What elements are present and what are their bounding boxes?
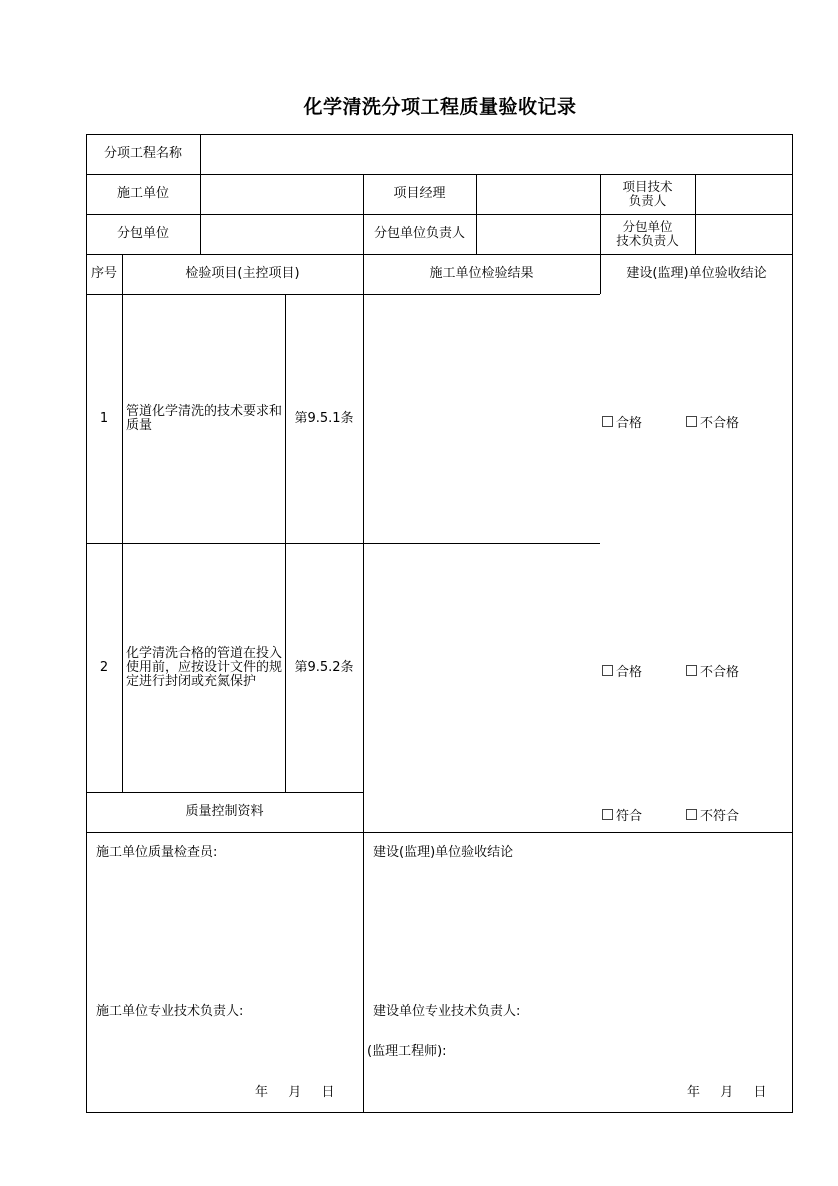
checkbox-icon[interactable] <box>602 416 613 427</box>
supervisor-label: (监理工程师): <box>367 1044 447 1059</box>
option-label: 合格 <box>616 416 643 431</box>
subcontractor-label: 分包单位 <box>116 226 169 241</box>
grid-line <box>86 832 793 833</box>
checkbox-icon[interactable] <box>686 809 697 820</box>
date-right: 年 月 日 <box>687 1085 767 1100</box>
grid-line <box>200 134 201 254</box>
item-pass-option[interactable] <box>602 661 642 680</box>
column-result: 施工单位检验结果 <box>429 266 534 281</box>
constructor-label: 施工单位 <box>116 186 169 201</box>
subcontractor-tech-label-line: 分包单位 <box>622 219 673 234</box>
item-description: 化学清洗合格的管道在投入使用前，应按设计文件的规定进行封闭或充氮保护 <box>126 645 283 689</box>
checkbox-icon[interactable] <box>686 665 697 676</box>
item-clause: 第9.5.1条 <box>294 410 354 426</box>
subcontractor-tech-label <box>600 214 695 254</box>
option-label: 合格 <box>616 665 643 680</box>
project-manager-label: 项目经理 <box>393 186 446 201</box>
grid-line <box>695 174 696 254</box>
tech-lead-label-line: 负责人 <box>628 193 667 208</box>
item-pass-option[interactable] <box>602 412 642 431</box>
tech-lead-label <box>600 174 695 214</box>
option-label: 不合格 <box>700 665 740 680</box>
owner-tech-label: 建设单位专业技术负责人: <box>373 1004 521 1019</box>
column-seq: 序号 <box>90 266 117 281</box>
subitem-name-label: 分项工程名称 <box>103 146 182 161</box>
option-label: 不合格 <box>700 416 740 431</box>
inspector-label: 施工单位质量检查员: <box>96 845 218 860</box>
grid-line <box>476 174 477 254</box>
date-left: 年 月 日 <box>255 1085 335 1100</box>
subcontractor-lead-label: 分包单位负责人 <box>373 226 465 241</box>
qc-fail-option[interactable] <box>686 805 739 824</box>
column-conclusion: 建设(监理)单位验收结论 <box>626 266 767 281</box>
option-label: 不符合 <box>700 809 740 824</box>
item-seq: 2 <box>99 659 109 675</box>
page-title: 化学清洗分项工程质量验收记录 <box>303 96 577 118</box>
grid-line <box>86 1112 793 1113</box>
qc-pass-option[interactable] <box>602 805 642 824</box>
conclusion-label: 建设(监理)单位验收结论 <box>373 845 514 860</box>
constructor-tech-label: 施工单位专业技术负责人: <box>96 1004 244 1019</box>
column-item: 检验项目(主控项目) <box>185 266 300 281</box>
option-label: 符合 <box>616 809 643 824</box>
item-description: 管道化学清洗的技术要求和质量 <box>126 403 283 433</box>
quality-control-label: 质量控制资料 <box>185 804 264 819</box>
inspection-form <box>86 134 793 1113</box>
tech-lead-label-line: 项目技术 <box>622 179 673 194</box>
checkbox-icon[interactable] <box>602 809 613 820</box>
item-fail-option[interactable] <box>686 412 739 431</box>
checkbox-icon[interactable] <box>602 665 613 676</box>
checkbox-icon[interactable] <box>686 416 697 427</box>
subcontractor-tech-label-line: 技术负责人 <box>616 233 679 248</box>
grid-line <box>363 174 364 1113</box>
item-fail-option[interactable] <box>686 661 739 680</box>
item-clause: 第9.5.2条 <box>294 659 354 675</box>
item-seq: 1 <box>99 410 109 426</box>
